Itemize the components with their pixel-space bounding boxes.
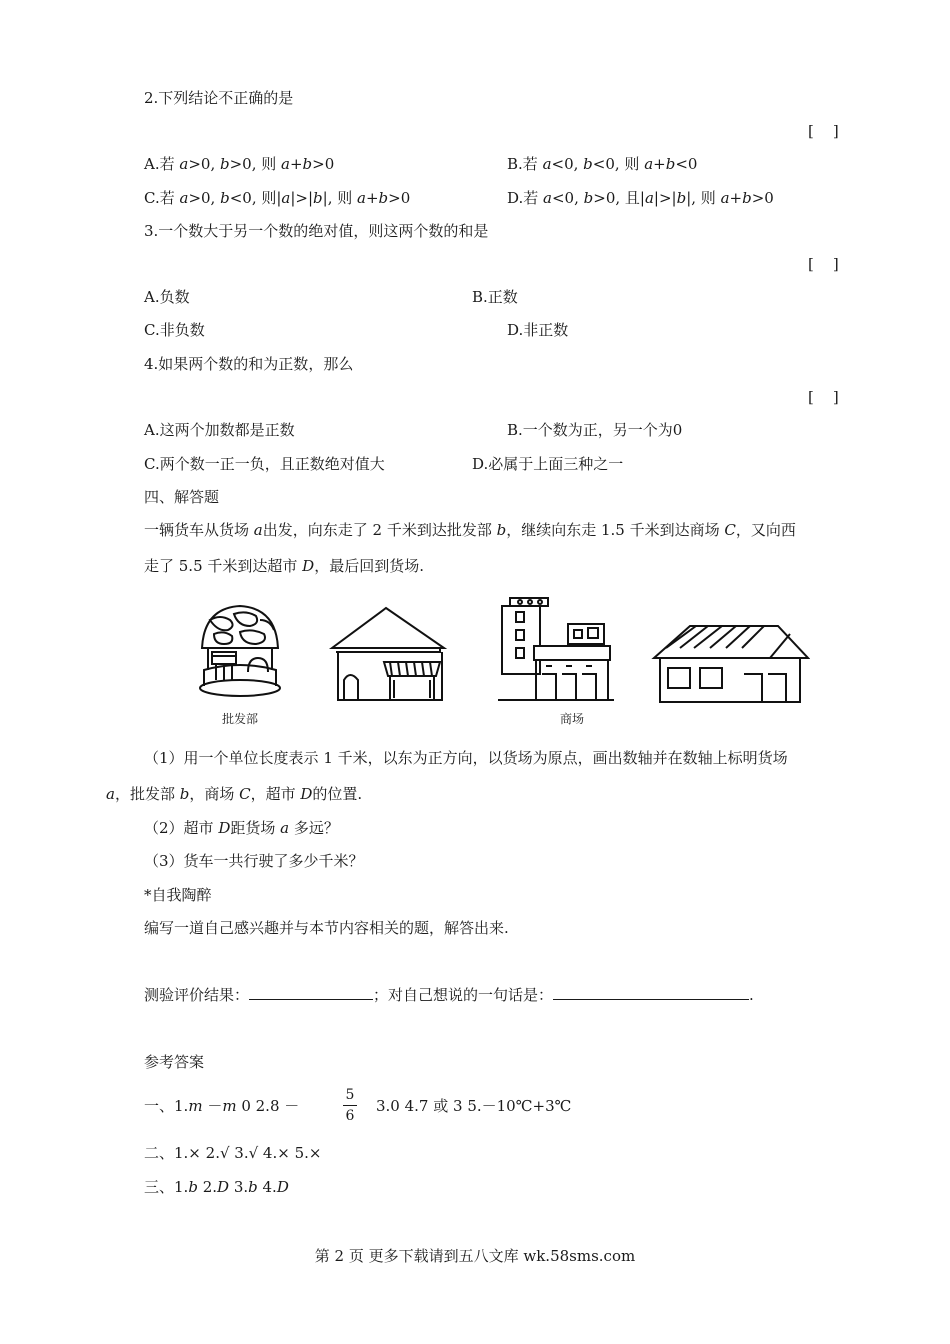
fraction-denominator: 6 [345, 1108, 355, 1124]
answers-line-2: 二、1.× 2.√ 3.√ 4.× 5.× [144, 1144, 322, 1162]
caption-wholesale: 批发部 [222, 712, 259, 726]
evaluation-line: 测验评价结果： ；对自己想说的一句话是： . [144, 986, 754, 1004]
sub-question-1-line-2: a，批发部 b，商场 C，超市 D的位置. [106, 785, 363, 803]
answers-title: 参考答案 [144, 1053, 205, 1071]
sub-question-1-line-1: （1）用一个单位长度表示 1 千米，以东为正方向，以货场为原点，画出数轴并在数轴上标明货场 [144, 749, 788, 767]
fraction-bar [343, 1105, 357, 1106]
question-4-stem: 4.如果两个数的和为正数，那么 [144, 355, 354, 373]
house-illustration [328, 600, 448, 704]
problem-paragraph-line-2: 走了 5.5 千米到达超市 D，最后回到货场. [144, 557, 424, 575]
fraction-numerator: 5 [345, 1087, 355, 1103]
question-3-option-b: B.正数 [472, 288, 518, 306]
sub-question-3: （3）货车一共行驶了多少千米？ [144, 852, 364, 870]
answer-bracket: [ ] [808, 388, 839, 406]
answers-line-1-left: 一、1.m －m 0 2.8 － [144, 1097, 300, 1115]
question-2-option-d: D.若 a<0, b>0, 且|a|>|b|, 则 a+b>0 [507, 189, 774, 207]
question-3-option-c: C.非负数 [144, 321, 205, 339]
answer-bracket: [ ] [808, 122, 839, 140]
question-3-option-a: A.负数 [144, 288, 190, 306]
question-4-option-c: C.两个数一正一负，且正数绝对值大 [144, 455, 385, 473]
question-3-option-d: D.非正数 [507, 321, 569, 339]
section-title: 四、解答题 [144, 488, 220, 506]
question-2-option-a: A.若 a>0, b>0, 则 a+b>0 [144, 155, 335, 173]
question-2-option-c: C.若 a>0, b<0, 则|a|>|b|, 则 a+b>0 [144, 189, 411, 207]
question-2-stem: 2.下列结论不正确的是 [144, 89, 294, 107]
answers-line-3: 三、1.b 2.D 3.b 4.D [144, 1178, 289, 1196]
problem-paragraph-line-1: 一辆货车从货场 a出发，向东走了 2 千米到达批发部 b，继续向东走 1.5 千米到达商场 C，又向西 [144, 521, 796, 539]
caption-mall: 商场 [560, 712, 585, 726]
question-4-option-b: B.一个数为正，另一个为0 [507, 421, 683, 439]
self-section-title: *自我陶醉 [144, 886, 212, 904]
sub-question-2: （2）超市 D距货场 a 多远？ [144, 819, 339, 837]
supermarket-illustration [650, 618, 810, 708]
wholesale-building-illustration [190, 600, 290, 700]
self-message-blank[interactable] [553, 985, 749, 1000]
question-4-option-a: A.这两个加数都是正数 [144, 421, 295, 439]
answer-bracket: [ ] [808, 255, 839, 273]
question-3-stem: 3.一个数大于另一个数的绝对值，则这两个数的和是 [144, 222, 489, 240]
page-footer: 第 2 页 更多下载请到五八文库 wk.58sms.com [314, 1247, 636, 1265]
fraction [343, 1086, 357, 1125]
question-4-option-d: D.必属于上面三种之一 [472, 455, 624, 473]
self-section-text: 编写一道自己感兴趣并与本节内容相关的题，解答出来. [144, 919, 509, 937]
evaluation-blank[interactable] [249, 985, 373, 1000]
answers-line-1-right: 3.0 4.7 或 3 5.－10℃+3℃ [376, 1097, 572, 1115]
question-2-option-b: B.若 a<0, b<0, 则 a+b<0 [507, 155, 698, 173]
mall-illustration [496, 588, 616, 706]
